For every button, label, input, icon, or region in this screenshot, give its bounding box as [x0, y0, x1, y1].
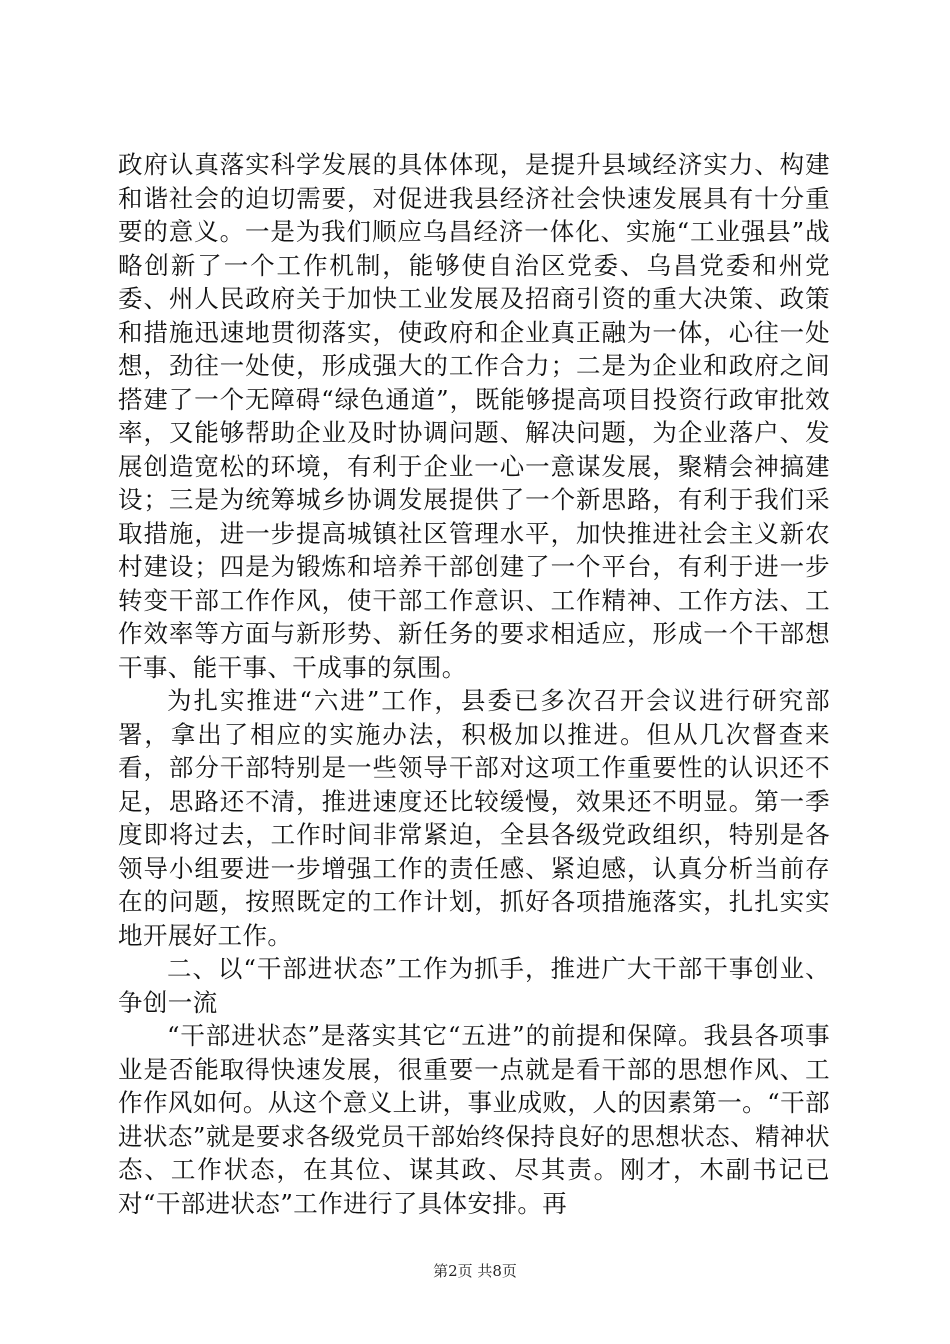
document-body	[118, 148, 830, 1220]
paragraph-1: 政府认真落实科学发展的具体体现，是提升县域经济实力、构建和谐社会的迫切需要，对促进我县经济社会快速发展具有十分重要的意义。一是为我们顺应乌昌经济一体化、实施“工业强县”战略创新了一个工作机制，能够使自治区党委、乌昌党委和州党委、州人民政府关于加快工业发展及招商引资的重大决策、政策和措施迅速地贯彻落实，使政府和企业真正融为一体，心往一处想，劲往一处使，形成强大的工作合力；二是为企业和政府之间搭建了一个无障碍“绿色通道”，既能够提高项目投资行政审批效率，又能够帮助企业及时协调问题、解决问题，为企业落户、发展创造宽松的环境，有利于企业一心一意谋发展，聚精会神搞建设；三是为统筹城乡协调发展提供了一个新思路，有利于我们采取措施，进一步提高城镇社区管理水平，加快推进社会主义新农村建设；四是为锻炼和培养干部创建了一个平台，有利于进一步转变干部工作作风，使干部工作意识、工作精神、工作方法、工作效率等方面与新形势、新任务的要求相适应，形成一个干部想干事、能干事、干成事的氛围。	[118, 150, 830, 682]
paragraph-2: 为扎实推进“六进”工作，县委已多次召开会议进行研究部署，拿出了相应的实施办法，积极加以推进。但从几次督查来看，部分干部特别是一些领导干部对这项工作重要性的认识还不足，思路还不清，推进速度还比较缓慢，效果还不明显。第一季度即将过去，工作时间非常紧迫，全县各级党政组织，特别是各领导小组要进一步增强工作的责任感、紧迫感，认真分析当前存在的问题，按照既定的工作计划，抓好各项措施落实，扎扎实实地开展好工作。	[118, 686, 830, 950]
page-footer: 第2页 共8页	[433, 1262, 517, 1280]
section-heading: 二、以“干部进状态”工作为抓手，推进广大干部干事创业、争创一流	[118, 954, 830, 1017]
paragraph-4: “干部进状态”是落实其它“五进”的前提和保障。我县各项事业是否能取得快速发展，很重要一点就是看干部的思想作风、工作作风如何。从这个意义上讲，事业成败，人的因素第一。“干部进状态”就是要求各级党员干部始终保持良好的思想状态、精神状态、工作状态，在其位、谋其政、尽其责。刚才，木副书记已对“干部进状态”工作进行了具体安排。再	[118, 1021, 830, 1218]
